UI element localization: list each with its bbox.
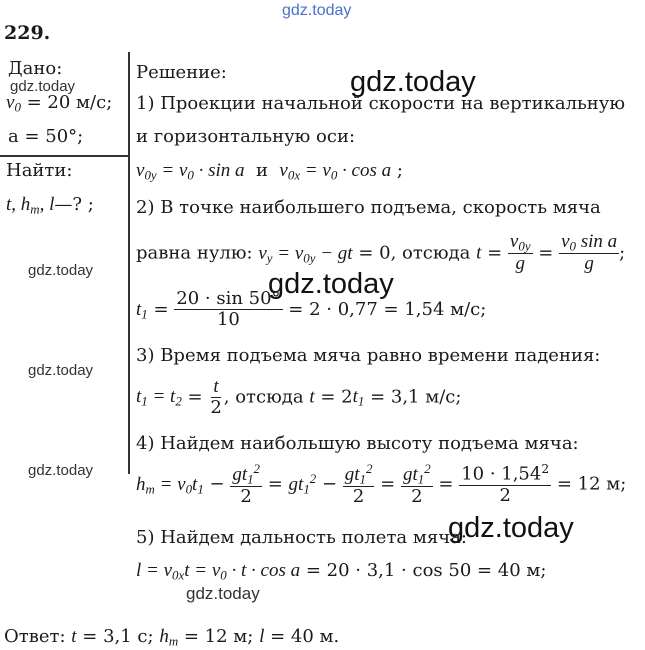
step2-line1: 2) В точке наибольшего подъема, скорость мяча bbox=[136, 197, 601, 218]
given-angle: a = 50°; bbox=[8, 126, 84, 147]
step1-line2: и горизонтальную оси: bbox=[136, 126, 356, 147]
watermark-small: gdz.today bbox=[28, 362, 94, 379]
step1-line1: 1) Проекции начальной скорости на вертикальную bbox=[136, 93, 626, 114]
watermark-small: gdz.today bbox=[10, 78, 76, 95]
given-heading: Дано: bbox=[8, 58, 63, 79]
step2-line2: равна нулю: $v_y = v_{0y}$ − gt = 0, отсюда t = $\frac{v_{0y}}{g}$ = $\frac{v_0 \sin a}{g}$ ; bbox=[136, 231, 626, 275]
problem-number: 229. bbox=[4, 22, 51, 44]
watermark-small: gdz.today bbox=[28, 462, 94, 479]
step1-formula: $v_{0y} = v_0 \cdot \sin a$ и $v_{0x} = v_0 \cdot \cos a$ ; bbox=[136, 160, 403, 183]
step5-line1: 5) Найдем дальность полета мяча: bbox=[136, 527, 467, 548]
watermark-big: gdz.today bbox=[268, 268, 394, 300]
step4-line1: 4) Найдем наибольшую высоту подъема мяча: bbox=[136, 433, 579, 454]
given-divider-vertical bbox=[128, 52, 130, 474]
watermark-small: gdz.today bbox=[28, 262, 94, 279]
watermark-top: gdz.today bbox=[282, 2, 352, 19]
watermark-big: gdz.today bbox=[350, 66, 476, 98]
answer: Ответ: t = 3,1 с; $h_m = 12$ м; l = 40 м. bbox=[4, 626, 340, 649]
given-v0: $v_0 = 20$ м/с; bbox=[6, 92, 113, 115]
step5-formula: $l = v_{0x}t = v_0 \cdot t \cdot \cos a = 20 \cdot 3,1 \cdot \cos 50 = 40$ м; bbox=[136, 560, 547, 583]
given-divider-horizontal bbox=[0, 155, 129, 157]
step3-formula: $t_1 = t_2$ = $\frac{t}{2}$ , отсюда $t = 2t_1 = 3,1$ м/с; bbox=[136, 376, 462, 418]
watermark-small: gdz.today bbox=[186, 584, 260, 603]
find-vars: t, $h_m$, l—? ; bbox=[6, 194, 94, 217]
step2-calc: $t_1$ = $\frac{20 \cdot \sin 50^\circ}{10}$ = 2 · 0,77 = 1,54 м/с; bbox=[136, 288, 487, 330]
step4-formula: $h_m = v_0t_1$ − $\frac{gt_1^2}{2}$ = $gt_1^2$ − $\frac{gt_1^2}{2}$ = $\frac{gt_1^2}{2}$ = $\frac{10 \cdot 1,54^2}{2}$ = 12 м; bbox=[136, 461, 627, 508]
watermark-big: gdz.today bbox=[448, 512, 574, 544]
find-heading: Найти: bbox=[6, 160, 73, 181]
solution-heading: Решение: bbox=[136, 62, 227, 83]
step3-line1: 3) Время подъема мяча равно времени падения: bbox=[136, 345, 601, 366]
